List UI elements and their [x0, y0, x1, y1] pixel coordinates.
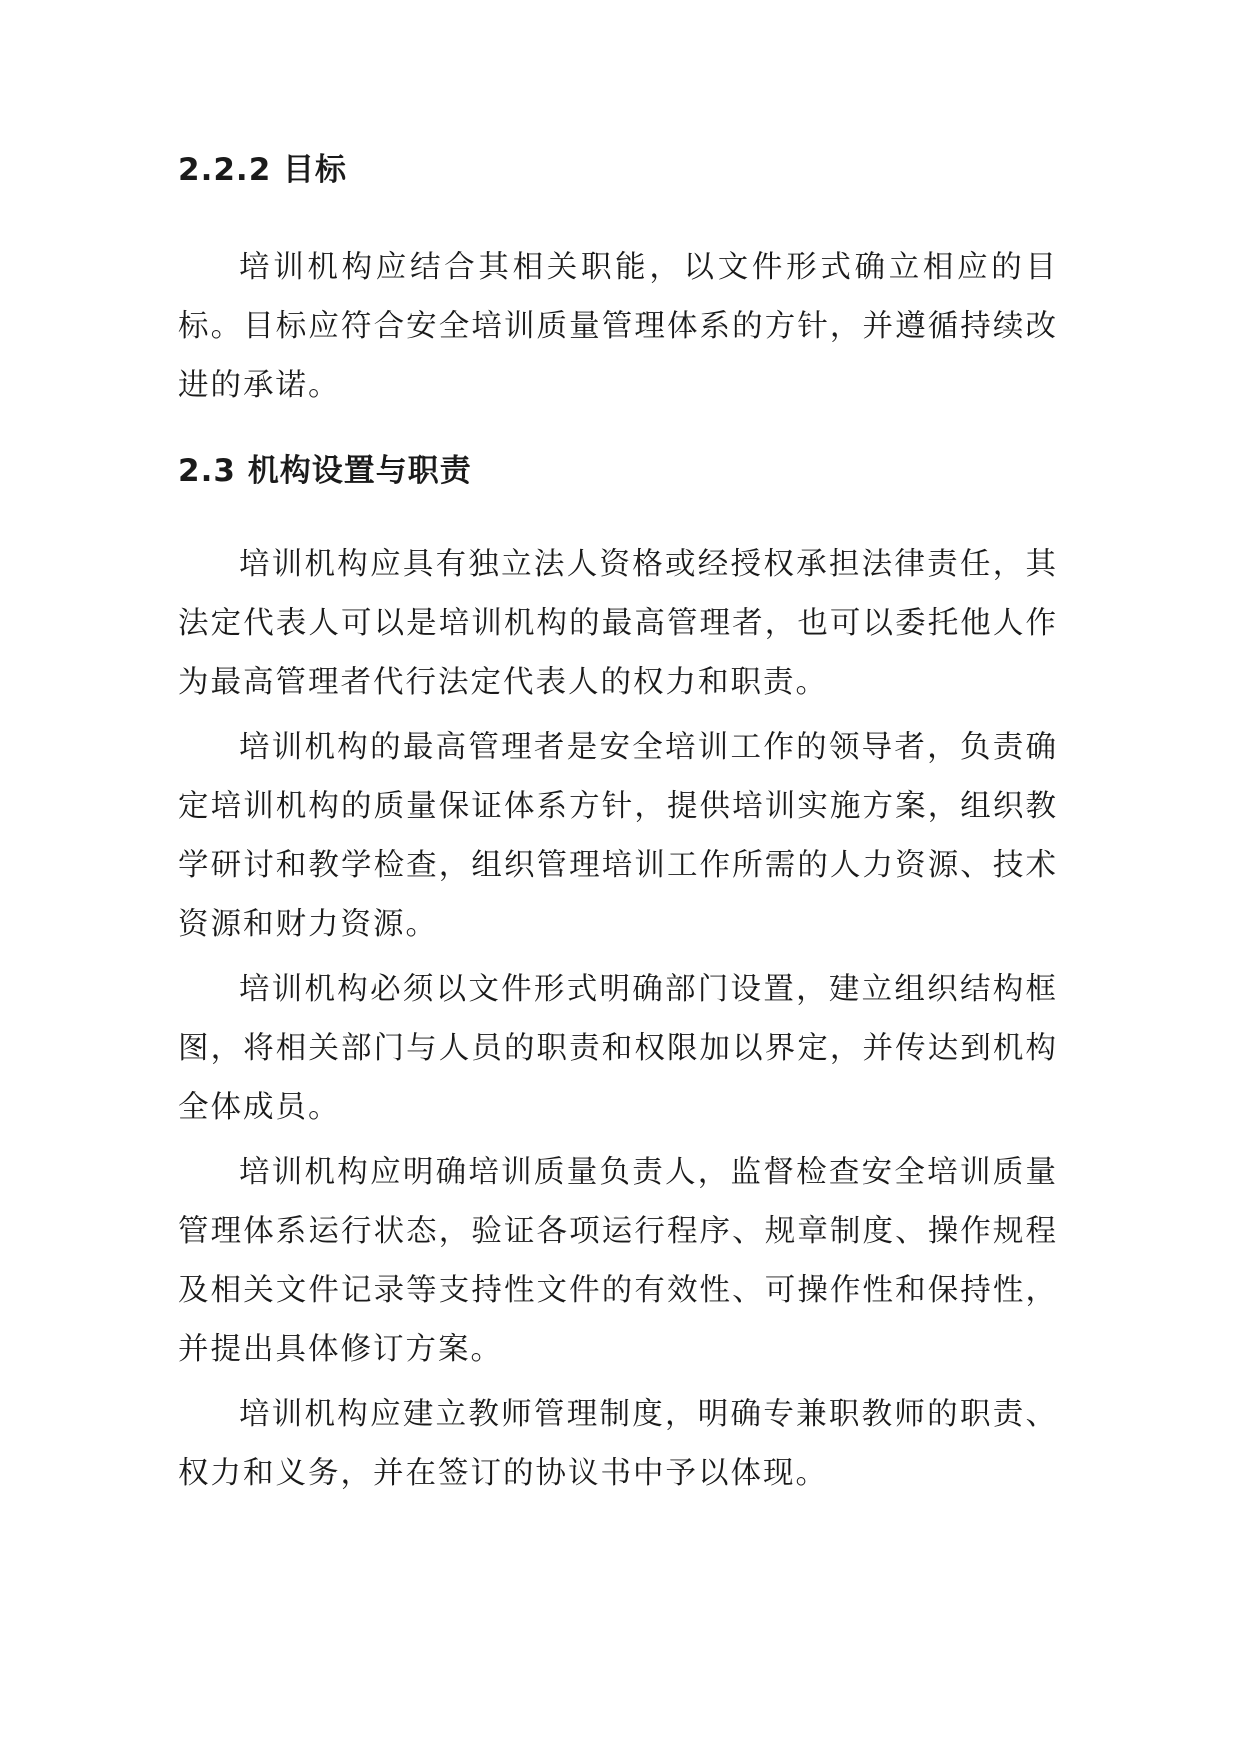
section-heading-2-2-2: 2.2.2 目标 [178, 152, 348, 188]
paragraph: 培训机构应具有独立法人资格或经授权承担法律责任，其法定代表人可以是培训机构的最高管理者，也可以委托他人作为最高管理者代行法定代表人的权力和职责。 [178, 547, 1058, 700]
section-heading-2-3: 2.3 机构设置与职责 [178, 453, 472, 489]
document-body [178, 150, 1058, 1509]
paragraph: 培训机构应结合其相关职能，以文件形式确立相应的目标。目标应符合安全培训质量管理体系的方针，并遵循持续改进的承诺。 [178, 250, 1058, 403]
paragraph: 培训机构的最高管理者是安全培训工作的领导者，负责确定培训机构的质量保证体系方针，提供培训实施方案，组织教学研讨和教学检查，组织管理培训工作所需的人力资源、技术资源和财力资源。 [178, 730, 1058, 942]
paragraph: 培训机构应明确培训质量负责人，监督检查安全培训质量管理体系运行状态，验证各项运行程序、规章制度、操作规程及相关文件记录等支持性文件的有效性、可操作性和保持性，并提出具体修订方案。 [178, 1155, 1058, 1367]
paragraph: 培训机构应建立教师管理制度，明确专兼职教师的职责、权力和义务，并在签订的协议书中予以体现。 [178, 1397, 1058, 1491]
paragraph: 培训机构必须以文件形式明确部门设置，建立组织结构框图，将相关部门与人员的职责和权限加以界定，并传达到机构全体成员。 [178, 972, 1058, 1125]
